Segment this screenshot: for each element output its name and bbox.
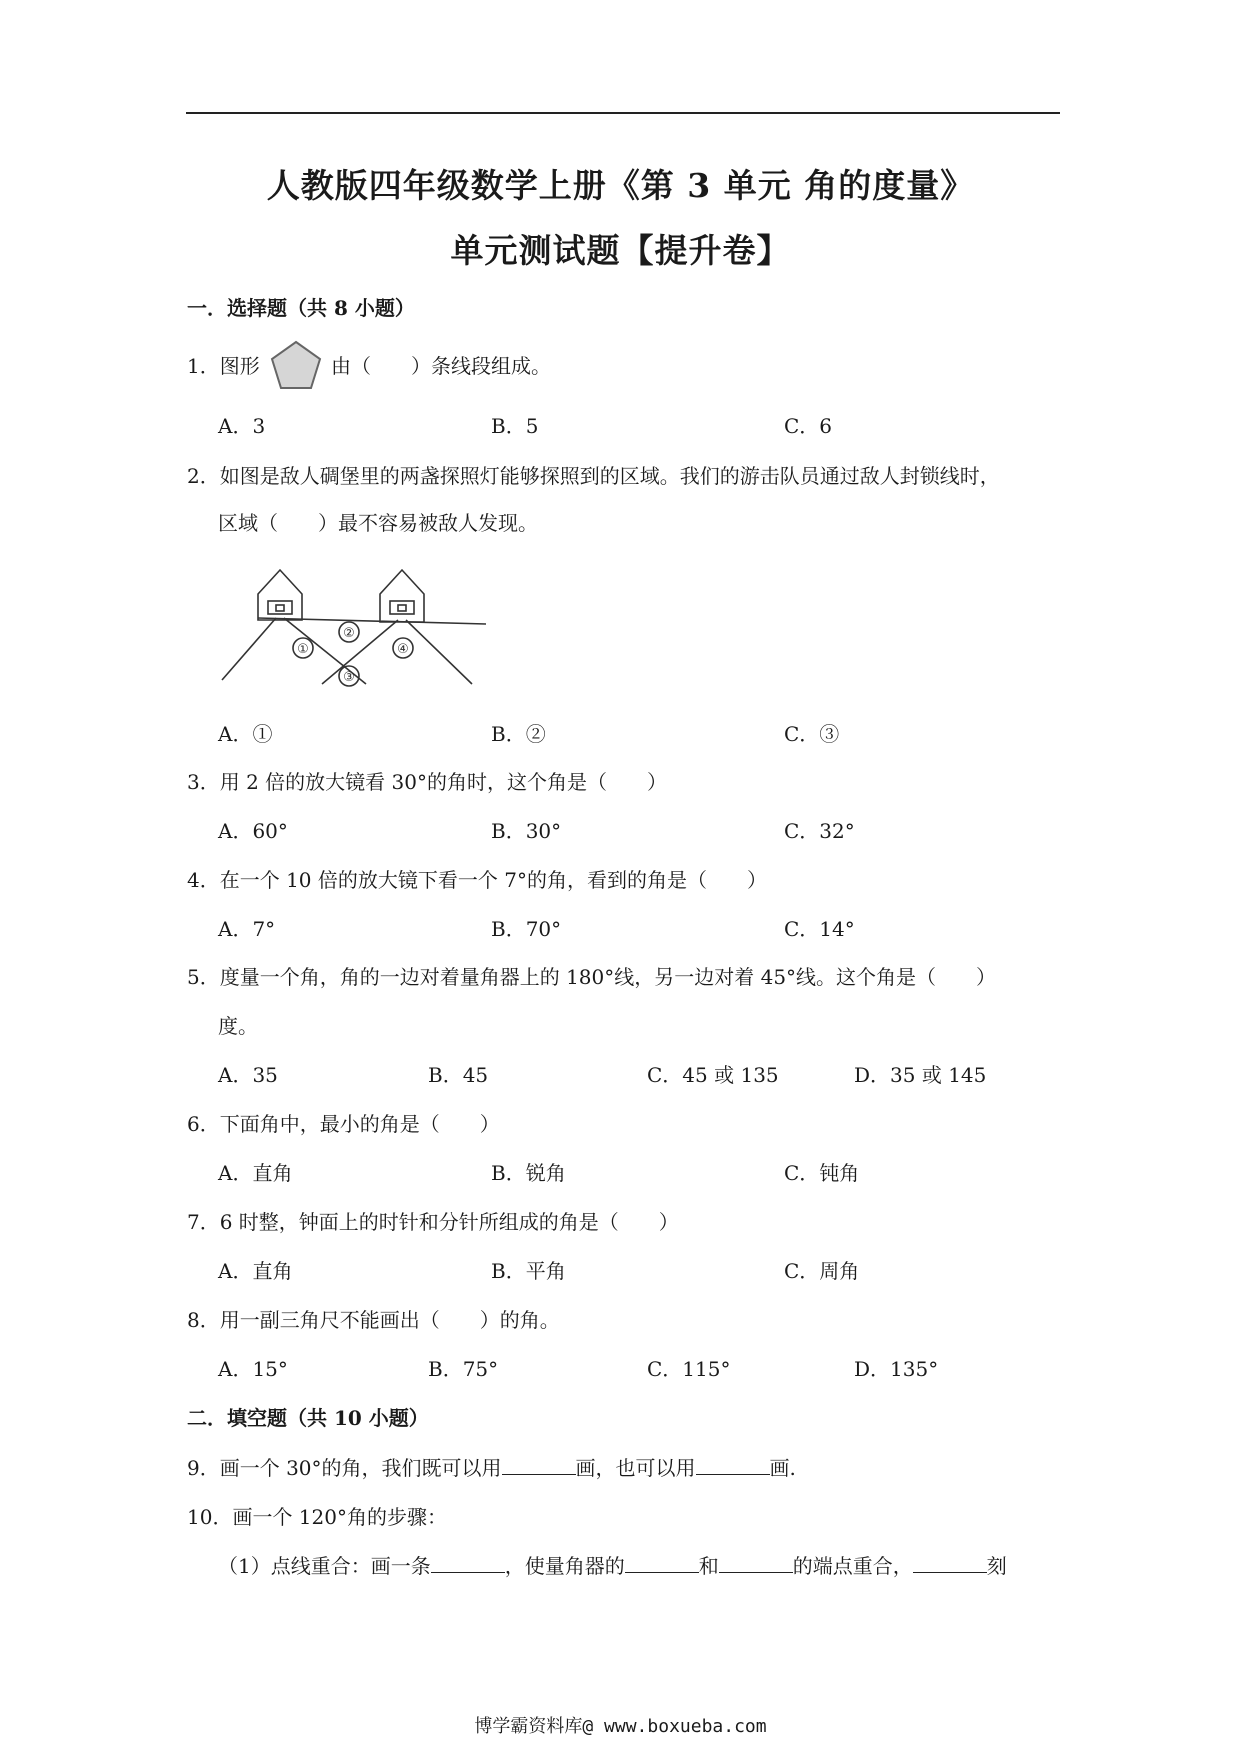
q10-step1 xyxy=(218,1550,1007,1579)
q9-blank-1 xyxy=(502,1454,576,1475)
q10-blank-3 xyxy=(719,1552,793,1573)
q6-option-c: C．钝角 xyxy=(784,1161,860,1185)
q10-step1-part4: 的端点重合， xyxy=(792,1554,913,1578)
q10-blank-1 xyxy=(431,1552,505,1573)
region-label-1: ① xyxy=(297,642,309,657)
q9-text xyxy=(187,1452,796,1481)
q7-text: 7．6 时整，钟面上的时针和分针所组成的角是（ ） xyxy=(187,1210,679,1234)
q8-option-b: B．75° xyxy=(428,1357,499,1381)
q10-text-line1: 10．画一个 120°角的步骤： xyxy=(187,1505,447,1529)
footer-watermark: 博学霸资料库@ www.boxueba.com xyxy=(474,1716,767,1737)
q3-option-a: A．60° xyxy=(218,819,288,843)
q7-option-b: B．平角 xyxy=(491,1259,566,1283)
header-rule xyxy=(186,112,1060,114)
q8-option-a: A．15° xyxy=(218,1357,288,1381)
searchlight-figure xyxy=(218,552,494,692)
q10-blank-4 xyxy=(913,1552,987,1573)
doc-subtitle: 单元测试题【提升卷】 xyxy=(450,231,791,270)
q8-text: 8．用一副三角尺不能画出（ ）的角。 xyxy=(187,1308,560,1332)
q7-option-c: C．周角 xyxy=(784,1259,860,1283)
q5-option-c: C．45 或 135 xyxy=(647,1063,779,1087)
doc-title: 人教版四年级数学上册《第 3 单元 角的度量》 xyxy=(266,166,975,205)
region-label-3: ③ xyxy=(343,670,355,685)
q6-option-a: A．直角 xyxy=(218,1161,293,1185)
q1-option-c: C．6 xyxy=(784,414,833,438)
q4-option-b: B．70° xyxy=(491,917,562,941)
section-heading-fill: 二．填空题（共 10 小题） xyxy=(187,1406,429,1430)
region-label-4: ④ xyxy=(397,642,409,657)
pentagon-figure xyxy=(268,338,324,394)
q1-option-a: A．3 xyxy=(218,414,266,438)
region-label-2: ② xyxy=(343,626,355,641)
q10-step1-part5: 刻 xyxy=(986,1554,1007,1578)
q6-text: 6．下面角中，最小的角是（ ） xyxy=(187,1112,500,1136)
q3-option-b: B．30° xyxy=(491,819,562,843)
q9-part1: 9．画一个 30°的角，我们既可以用 xyxy=(187,1456,502,1480)
q3-text: 3．用 2 倍的放大镜看 30°的角时，这个角是（ ） xyxy=(187,770,667,794)
q2-text-line2: 区域（ ）最不容易被敌人发现。 xyxy=(218,511,538,535)
q9-part2: 画，也可以用 xyxy=(575,1456,696,1480)
q10-step1-part3: 和 xyxy=(698,1554,719,1578)
q7-option-a: A．直角 xyxy=(218,1259,293,1283)
q9-part3: 画. xyxy=(769,1456,796,1480)
q5-option-d: D．35 或 145 xyxy=(854,1063,987,1087)
q2-option-b: B．② xyxy=(491,722,546,746)
q9-blank-2 xyxy=(696,1454,770,1475)
q1-prefix: 1．图形 xyxy=(187,354,260,378)
q6-option-b: B．锐角 xyxy=(491,1161,566,1185)
section-heading-choice: 一．选择题（共 8 小题） xyxy=(187,296,415,320)
q3-option-c: C．32° xyxy=(784,819,855,843)
q2-option-a: A．① xyxy=(218,722,273,746)
q8-option-c: C．115° xyxy=(647,1357,731,1381)
q4-option-c: C．14° xyxy=(784,917,855,941)
q5-text-line1: 5．度量一个角，角的一边对着量角器上的 180°线，另一边对着 45°线。这个角是（ ） xyxy=(187,965,997,989)
q10-blank-2 xyxy=(625,1552,699,1573)
q2-text-line1: 2．如图是敌人碉堡里的两盏探照灯能够探照到的区域。我们的游击队员通过敌人封锁线时， xyxy=(187,464,1000,488)
q1-option-b: B．5 xyxy=(491,414,539,438)
q1-suffix: 由（ ）条线段组成。 xyxy=(331,354,551,378)
q5-option-b: B．45 xyxy=(428,1063,489,1087)
q10-step1-part2: ，使量角器的 xyxy=(504,1554,625,1578)
q5-text-line2: 度。 xyxy=(218,1014,258,1038)
q5-option-a: A．35 xyxy=(218,1063,278,1087)
q4-option-a: A．7° xyxy=(218,917,276,941)
q4-text: 4．在一个 10 倍的放大镜下看一个 7°的角，看到的角是（ ） xyxy=(187,868,767,892)
q8-option-d: D．135° xyxy=(854,1357,939,1381)
q10-step1-part1: （1）点线重合：画一条 xyxy=(218,1554,431,1578)
q2-option-c: C．③ xyxy=(784,722,840,746)
